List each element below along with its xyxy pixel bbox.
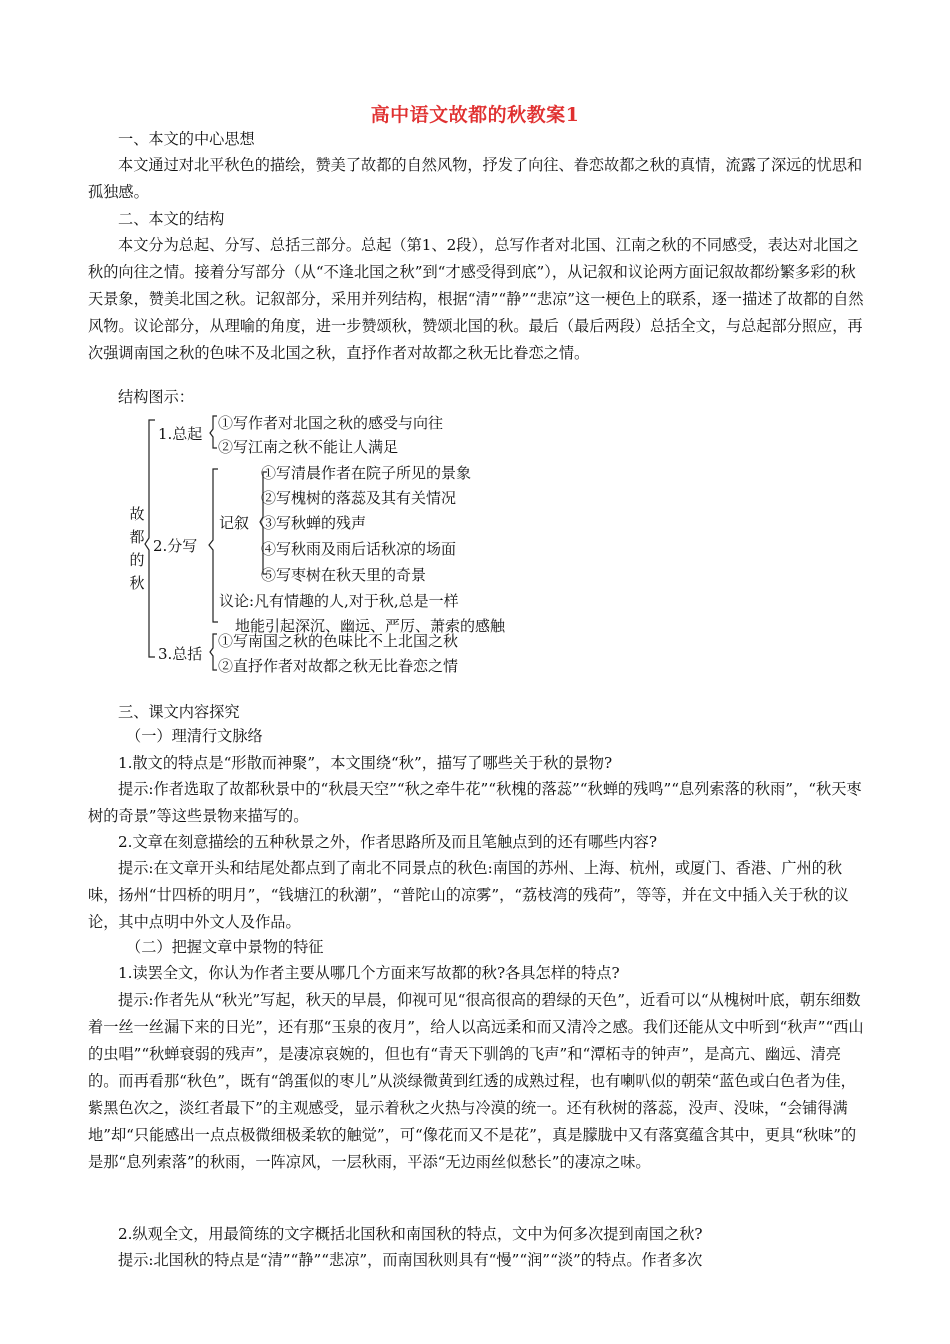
part3-item: ②直抒作者对故都之秋无比眷恋之情 — [218, 657, 459, 675]
answer-1: 提示:作者选取了故都秋景中的“秋晨天空”“秋之牵牛花”“秋槐的落蕊”“秋蝉的残鸣”“息列索落的秋雨”，“秋天枣树的奇景”等这些景物来描写的。 — [88, 780, 862, 825]
part2-label: 2.分写 — [153, 537, 198, 555]
part1-item: ①写作者对北国之秋的感受与向往 — [218, 414, 444, 432]
narrative-item: ③写秋蝉的残声 — [261, 514, 367, 532]
section-heading-3: 三、课文内容探究 — [118, 703, 240, 721]
subheading-1: （一）理清行文脉络 — [126, 727, 263, 745]
subheading-2: （二）把握文章中景物的特征 — [126, 938, 324, 956]
section-heading-1: 一、本文的中心思想 — [118, 130, 255, 148]
part1-label: 1.总起 — [158, 425, 203, 443]
part2-brace — [209, 469, 218, 622]
answer-3: 提示:作者先从“秋光”写起，秋天的早晨，仰视可见“很高很高的碧绿的天色”，近看可以“从槐树叶底，朝东细数着一丝一丝漏下来的日光”，还有那“玉泉的夜月”，给人以高远柔和而又清冷之感。我们还能从文中听到“秋声”“西山的虫唱”“秋蝉衰弱的残声”，是凄凉哀婉的，但也有“青天下驯鸽的飞声”和“潭柘寺的钟声”，是高亢、幽远、清亮的。而再看那“秋色”，既有“鸽蛋似的枣儿”从淡绿微黄到红透的成熟过程，也有喇叭似的朝荣“蓝色或白色者为佳，紫黑色次之，淡红者最下”的主观感受，显示着秋之火热与冷漠的统一。还有秋树的落蕊，没声、没味，“会铺得满地”却“只能感出一点点极微细极柔软的触觉”，可“像花而又不是花”，真是朦胧中又有落寞蕴含其中，更具“秋味”的是那“息列索落”的秋雨，一阵凉风，一层秋雨，平添“无边雨丝似愁长”的凄凉之味。 — [88, 991, 864, 1171]
part1-brace — [210, 416, 217, 448]
part1-item: ②写江南之秋不能让人满足 — [218, 438, 399, 456]
narrative-item: ⑤写枣树在秋天里的奇景 — [261, 566, 427, 584]
answer-4: 提示:北国秋的特点是“清”“静”“悲凉”，而南国秋则具有“慢”“润”“淡”的特点。作者多次 — [118, 1251, 703, 1269]
question-1: 1.散文的特点是“形散而神聚”，本文围绕“秋”，描写了哪些关于秋的景物? — [118, 754, 613, 772]
discussion-line: 地能引起深沉、幽远、严厉、萧索的感触 — [235, 617, 506, 635]
narrative-item: ④写秋雨及雨后话秋凉的场面 — [261, 540, 457, 558]
question-3: 1.读罢全文，你认为作者主要从哪几个方面来写故都的秋?各具怎样的特点? — [118, 964, 620, 982]
part3-item: ①写南国之秋的色味比不上北国之秋 — [218, 632, 459, 650]
question-2: 2.文章在刻意描绘的五种秋景之外，作者思路所及而且笔触点到的还有哪些内容? — [118, 833, 658, 851]
paragraph-central-idea: 本文通过对北平秋色的描绘，赞美了故都的自然风物，抒发了向往、眷恋故都之秋的真情，流露了深远的忧思和孤独感。 — [88, 156, 863, 201]
answer-2: 提示:在文章开头和结尾处都点到了南北不同景点的秋色:南国的苏州、上海、杭州，或厦门、香港、广州的秋味，扬州“廿四桥的明月”，“钱塘江的秋潮”，“普陀山的凉雾”，“荔枝湾的残荷”，等等，并在文中插入关于秋的议论，其中点明中外文人及作品。 — [88, 859, 849, 931]
narrative-item: ②写槐树的落蕊及其有关情况 — [261, 489, 457, 507]
structure-diagram — [115, 412, 555, 692]
discussion-line: 议论:凡有情趣的人,对于秋,总是一样 — [219, 592, 459, 610]
diagram-root-label: 故 都 的 秋 — [129, 505, 145, 592]
diagram-caption: 结构图示： — [118, 388, 194, 406]
part3-brace — [210, 634, 217, 670]
question-4: 2.纵观全文，用最简练的文字概括北国秋和南国秋的特点，文中为何多次提到南国之秋? — [118, 1225, 703, 1243]
paragraph-structure: 本文分为总起、分写、总括三部分。总起（第1、2段），总写作者对北国、江南之秋的不同感受，表达对北国之秋的向往之情。接着分写部分（从“不逢北国之秋”到“才感受得到底”），从记叙和议论两方面记叙故都纷繁多彩的秋天景象，赞美北国之秋。记叙部分，采用并列结构，根据“清”“静”“悲凉”这一梗色上的联系，逐一描述了故都的自然风物。议论部分，从理喻的角度，进一步赞颂秋，赞颂北国的秋。最后（最后两段）总括全文，与总起部分照应，再次强调南国之秋的色味不及北国之秋，直抒作者对故都之秋无比眷恋之情。 — [88, 236, 864, 362]
part3-label: 3.总括 — [158, 645, 203, 663]
section-heading-2: 二、本文的结构 — [118, 210, 225, 228]
page-title: 高中语文故都的秋教案1 — [370, 104, 580, 126]
narrative-label: 记叙 — [219, 514, 250, 532]
narrative-item: ①写清晨作者在院子所见的景象 — [261, 464, 472, 482]
